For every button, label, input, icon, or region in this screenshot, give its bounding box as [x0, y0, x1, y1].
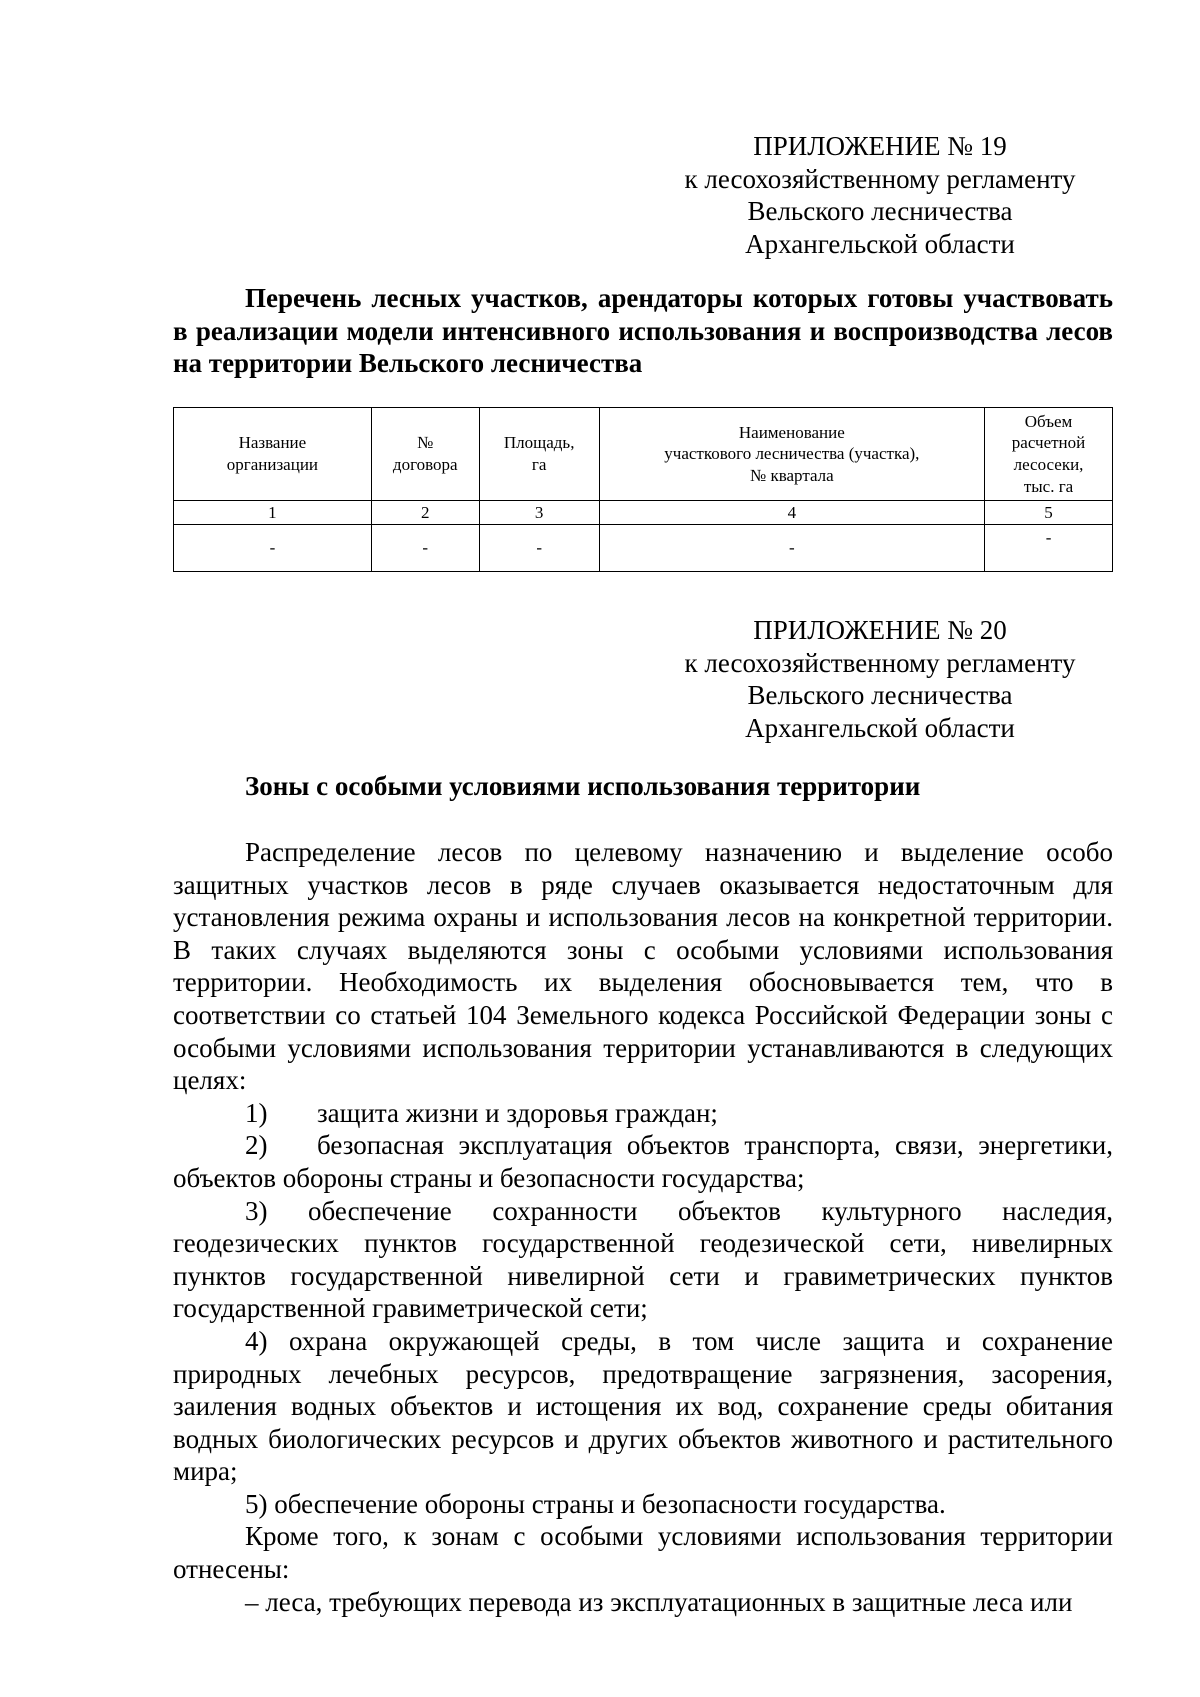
column-number: 4 [599, 501, 984, 525]
zones-title-text: Зоны с особыми условиями использования территории [245, 771, 921, 801]
appendix-subtitle: к лесохозяйственному регламенту [684, 647, 1076, 678]
header-forestry: Наименование участкового лесничества (участка), № квартала [599, 408, 984, 501]
table-title [173, 282, 1113, 380]
list-item: 3) обеспечение сохранности объектов культурного наследия, геодезических пунктов государственной геодезической сети, нивелирных пунктов государственной нивелирной сети и гравиметрических пунктов государственной гравиметрической сети; [173, 1195, 1113, 1324]
column-number: 1 [174, 501, 372, 525]
appendix-region: Архангельской области [745, 712, 1015, 743]
list-item: – леса, требующих перевода из эксплуатационных в защитные леса или [245, 1586, 1073, 1617]
body-text [173, 836, 1113, 1618]
appendix-forestry: Вельского лесничества [747, 196, 1013, 226]
leases-table [173, 407, 1113, 572]
column-number: 2 [371, 501, 479, 525]
header-area: Площадь, га [479, 408, 599, 501]
zones-title [173, 770, 1113, 803]
table-cell: - [371, 525, 479, 572]
table-cell: - [599, 525, 984, 572]
table-cell: - [174, 525, 372, 572]
paragraph: Распределение лесов по целевому назначению и выделение особо защитных участков лесов в ряде случаев оказывается недостаточным для установления режима охраны и использования лесов на конкретной территории. В таких случаях выделяются зоны с особыми условиями использования территории. Необходимость их выделения обосновывается тем, что в соответствии со статьей 104 Земельного кодекса Российской Федерации зоны с особыми условиями использования территории устанавливаются в следующих целях: [173, 837, 1113, 1096]
appendix-region: Архангельской области [745, 228, 1015, 259]
column-number: 3 [479, 501, 599, 525]
list-number: 2) [245, 1130, 268, 1161]
appendix-number: ПРИЛОЖЕНИЕ № 20 [753, 615, 1007, 645]
appendix-forestry: Вельского лесничества [747, 680, 1013, 710]
list-text: защита жизни и здоровья граждан; [317, 1097, 718, 1128]
table-row [174, 525, 1113, 572]
list-item [173, 1129, 1113, 1194]
list-number: 1) [245, 1097, 268, 1128]
table-cell: - [985, 525, 1113, 572]
list-text: безопасная эксплуатация объектов транспорта, связи, энергетики, объектов обороны страны и безопасности государства; [173, 1130, 1113, 1193]
list-item: 4) охрана окружающей среды, в том числе защита и сохранение природных лечебных ресурсов, предотвращение загрязнения, засорения, заиления водных объектов и истощения их вод, сохранение среды обитания водных биологических ресурсов и других объектов животного и растительного мира; [173, 1325, 1113, 1487]
header-org: Название организации [174, 408, 372, 501]
appendix-subtitle: к лесохозяйственному регламенту [684, 163, 1076, 194]
list-item: 5) обеспечение обороны страны и безопасности государства. [245, 1488, 946, 1519]
appendix-19-header [640, 130, 1120, 260]
table-title-text: Перечень лесных участков, арендаторы которых готовы участвовать в реализации модели интенсивного использования и воспроизводства лесов на территории Вельского лесничества [173, 283, 1113, 378]
header-contract: № договора [371, 408, 479, 501]
paragraph: Кроме того, к зонам с особыми условиями использования территории отнесены: [173, 1521, 1113, 1585]
list-item [173, 1097, 1113, 1130]
table-cell: - [479, 525, 599, 572]
appendix-20-header [640, 614, 1120, 744]
appendix-number: ПРИЛОЖЕНИЕ № 19 [753, 131, 1007, 161]
header-volume: Объем расчетной лесосеки, тыс. га [985, 408, 1113, 501]
table-number-row [174, 501, 1113, 525]
column-number: 5 [985, 501, 1113, 525]
table-header-row [174, 408, 1113, 501]
